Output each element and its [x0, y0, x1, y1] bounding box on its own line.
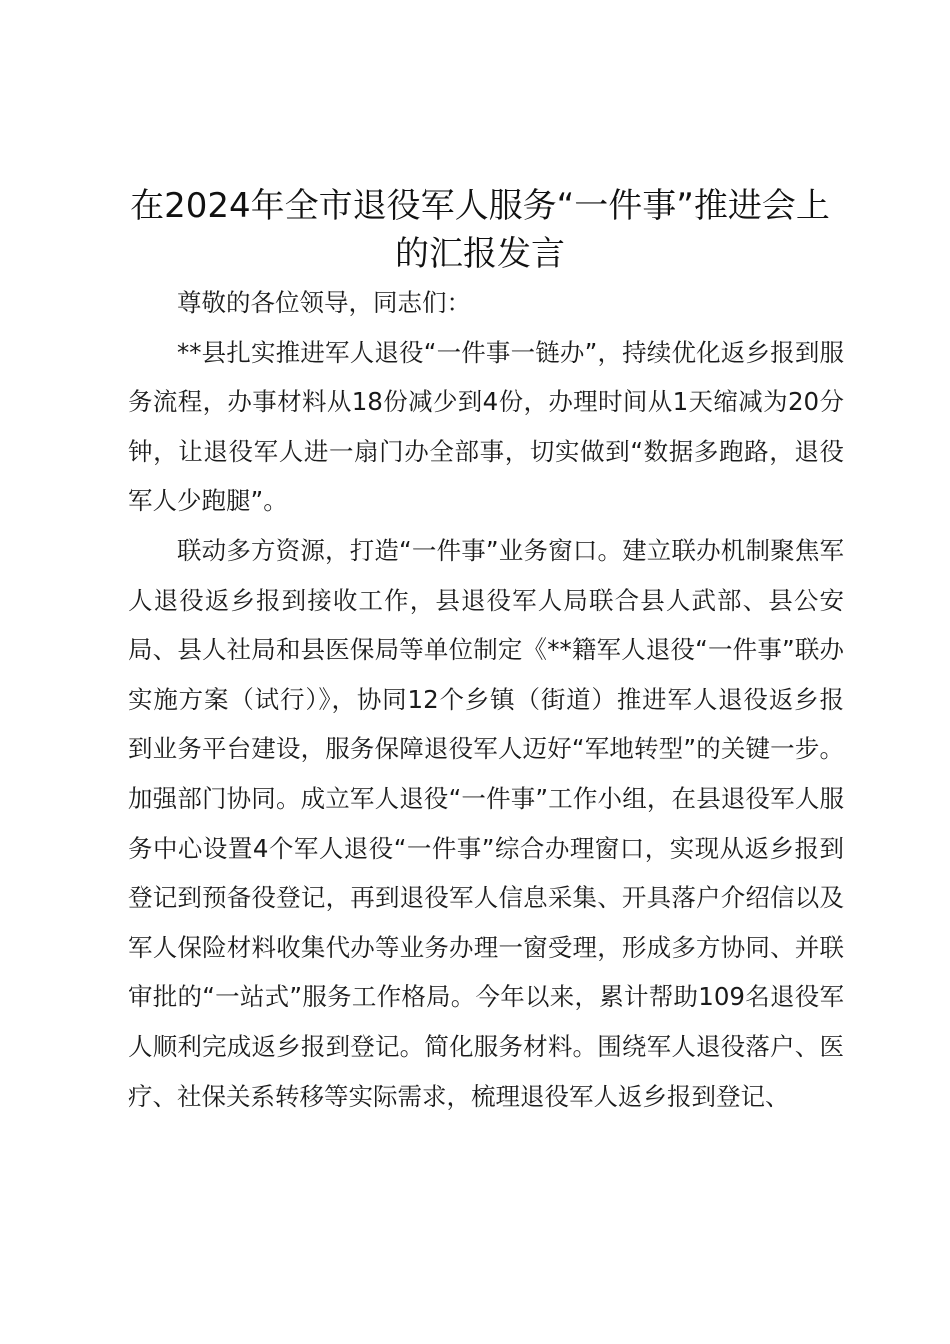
- document-title: 在2024年全市退役军人服务“一件事”推进会上的汇报发言: [130, 186, 830, 274]
- document-body: [128, 278, 844, 1121]
- paragraph-1: **县扎实推进军人退役“一件事一链办”，持续优化返乡报到服务流程，办事材料从18份减少到4份，办理时间从1天缩减为20分钟，让退役军人进一扇门办全部事，切实做到“数据多跑路，退役军人少跑腿”。: [128, 337, 844, 516]
- paragraph-2: 联动多方资源，打造“一件事”业务窗口。建立联办机制聚焦军人退役返乡报到接收工作，县退役军人局联合县人武部、县公安局、县人社局和县医保局等单位制定《**籍军人退役“一件事”联办实施方案（试行）》，协同12个乡镇（街道）推进军人退役返乡报到业务平台建设，服务保障退役军人迈好“军地转型”的关键一步。加强部门协同。成立军人退役“一件事”工作小组，在县退役军人服务中心设置4个军人退役“一件事”综合办理窗口，实现从返乡报到登记到预备役登记，再到退役军人信息采集、开具落户介绍信以及军人保险材料收集代办等业务办理一窗受理，形成多方协同、并联审批的“一站式”服务工作格局。今年以来，累计帮助109名退役军人顺利完成返乡报到登记。简化服务材料。围绕军人退役落户、医疗、社保关系转移等实际需求，梳理退役军人返乡报到登记、: [128, 535, 844, 1111]
- salutation: 尊敬的各位领导，同志们：: [177, 288, 471, 317]
